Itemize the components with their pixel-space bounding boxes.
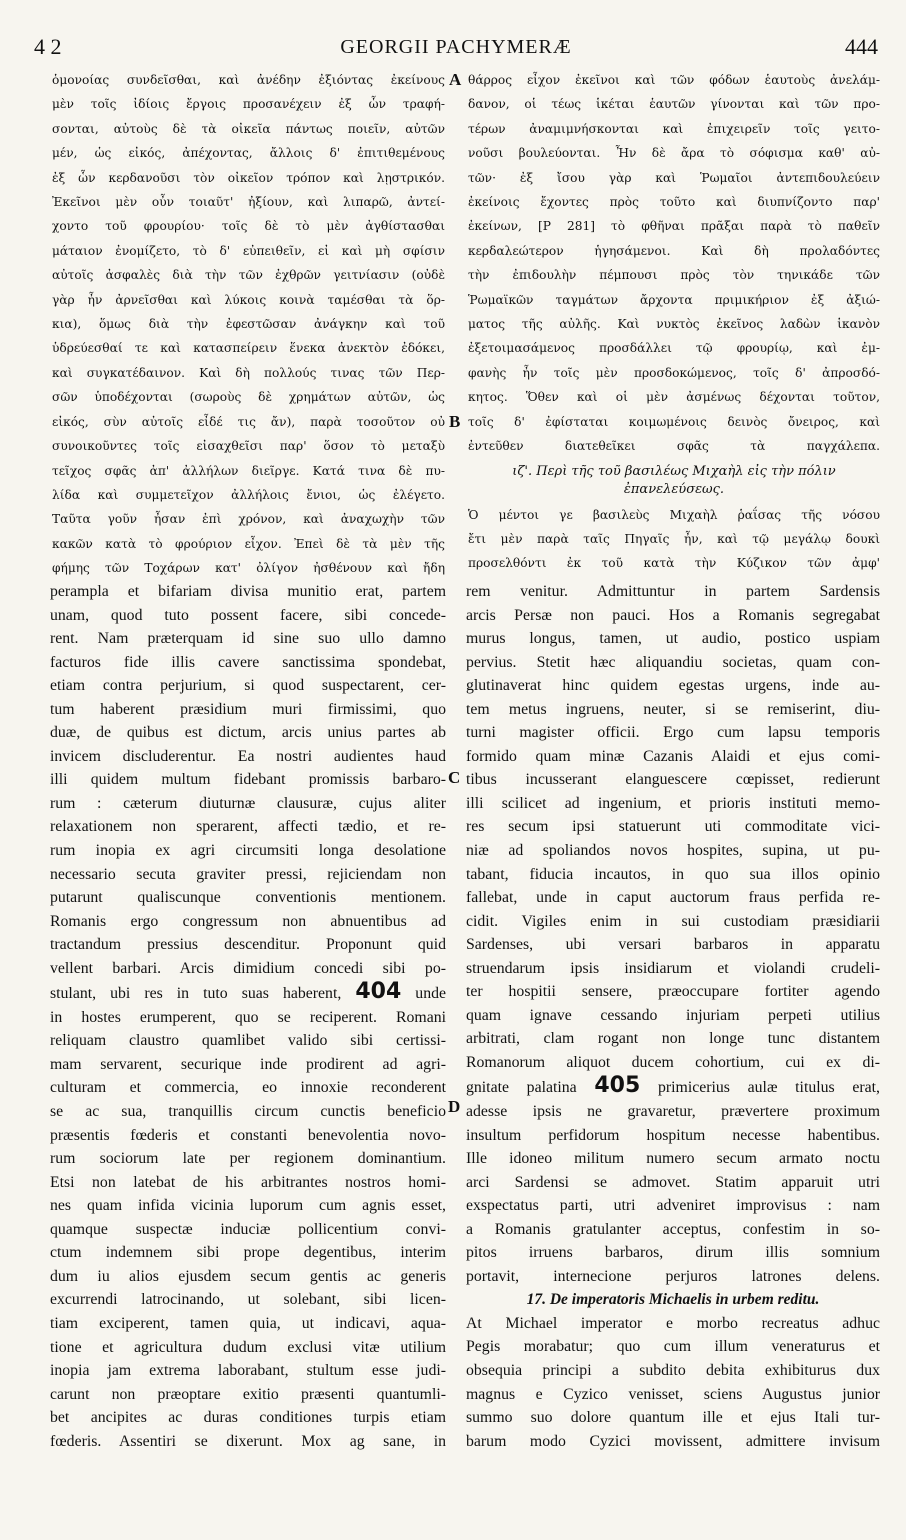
text-line: tiam exciperent, tamen quia, ut indicavi, aqua- bbox=[50, 1314, 446, 1332]
text-line: Ὁ μέντοι γε βασιλεὺς Μιχαὴλ ῥαΐσας τῆς νόσου bbox=[468, 507, 880, 522]
text-line: κερδαλεώτερον ἡγησάμενοι. Καὶ δὴ προλαδόντες bbox=[468, 243, 880, 258]
text-line: Pegis morabatur; quo cum illum veneraturus et bbox=[466, 1338, 880, 1356]
text-line: ter hospitii sensere, præoccupare fortiter agendo bbox=[466, 983, 880, 1001]
text-line: λίδα καὶ συμμετεῖχον ἀλλήλοις ἔνιοι, ὡς ἐλέγετο. bbox=[52, 487, 445, 502]
text-line: tem metus ingruens, neuter, si se remiserint, diu- bbox=[466, 700, 880, 718]
text-line: ἐκείνοις ἔχοντες πρὸς τοῦτο καὶ διυπνίζοντο παρ' bbox=[468, 195, 880, 210]
text-line: duæ, de quibus est dictum, arcis unius partes ab bbox=[50, 724, 446, 742]
page-marker: 405 bbox=[594, 1073, 641, 1099]
text-line: in hostes erumperent, quo se reciperent. Romani bbox=[50, 1008, 446, 1026]
text-line: reliquam claustro quamlibet valido sibi certissi- bbox=[50, 1032, 446, 1050]
text-line: μὲν τοῖς ἰδίοις ἔργοις προσανέχειν ἐξ ὧν τραφή- bbox=[52, 97, 445, 112]
text-line: φανὴς ἦν τοῖς μὲν προσδοκώμενος, τοῖς δ' ἀπροσδό- bbox=[468, 365, 880, 380]
text-line: κια), ὅμως διὰ τὴν ἐφεστῶσαν ἀνάγκην καὶ τοῦ bbox=[52, 317, 445, 332]
text-line: stulant, ubi res in tuto suas haberent, 404 unde bbox=[50, 979, 447, 1005]
text-line: etiam contra perjurium, si quod suspectarent, cer- bbox=[50, 677, 446, 695]
text-line: unam, quod tuto possent facere, sibi concede- bbox=[50, 606, 446, 624]
text-line: illi scilicet ad ingenium, et prioris instituti memo- bbox=[466, 794, 880, 812]
text-line: rem venitur. Admittuntur in partem Sardensis bbox=[466, 583, 880, 600]
text-line: dum iu alios ejusdem secum gentis ac generis bbox=[50, 1267, 446, 1285]
page-marker: 404 bbox=[355, 979, 402, 1005]
text-line: formido quam minæ Cazanis Alaidi et ejus comi- bbox=[466, 747, 880, 765]
text-line: τῶν· ἐξ ἴσου γὰρ καὶ Ῥωμαῖοι ἀντεπιδουλεύειν bbox=[468, 170, 880, 185]
margin-letter-d: D bbox=[448, 1097, 461, 1116]
text-line: συνοικοῦντες τοῖς εἰσαχθεῖσι παρ' ὅσον τὸ μεταξὺ bbox=[52, 439, 445, 454]
text-line: tum haberent præsidium muri firmissimi, quo bbox=[50, 700, 446, 718]
text-line: fallebat, unde in caput auctorum fraus perfida re- bbox=[466, 889, 880, 907]
text-line: γὰρ ἦν ἀρνεῖσθαι καὶ λύκοις κοινὰ ταμέσθαι τὰ ὅρ- bbox=[52, 292, 445, 307]
text-line: δανον, οἱ τέως ἱκέται ἑαυτῶν γίνονται καὶ τῶν προ- bbox=[468, 97, 880, 112]
text-line: se ac sua, tranquillis circum cunctis beneficio bbox=[50, 1103, 446, 1121]
text-line: σῶν ὑποδέχονται (σωροὺς δὲ χρημάτων αὐτῶν, ὡς bbox=[52, 390, 445, 405]
text-line: barum modo Cyzici movissent, admittere invisum bbox=[466, 1432, 880, 1450]
greek-right-text-b bbox=[468, 503, 880, 576]
text-line: σονται, αὐτοὺς δὲ τὰ οἰκεῖα πάντως ποιεῖν, αὐτῶν bbox=[52, 121, 445, 136]
margin-letter-a: A bbox=[449, 70, 462, 89]
text-line: adesse ipsis ne gravaretur, prævertere proximum bbox=[466, 1103, 880, 1121]
text-line: τεῖχος σφᾶς ἀπ' ἀλλήλων διεῖργε. Κατά τινα δὲ πυ- bbox=[52, 463, 445, 478]
text-line: niæ ad spoliandos novos hospites, supina, ut pu- bbox=[466, 842, 880, 860]
text-line: μάταιον ἐνομίζετο, τὸ δ' εὐπειθεῖν, εἰ καὶ μὴ σφίσιν bbox=[52, 243, 445, 258]
text-line: perampla et bifariam divisa munitio erat, partem bbox=[50, 583, 446, 600]
latin-right-text-a bbox=[466, 580, 880, 1288]
text-line: relaxationem non sperarent, affecti tædio, et re- bbox=[50, 818, 446, 836]
text-line: arbitrati, clam rogant non longe tunc distantem bbox=[466, 1030, 880, 1048]
text-line: glutinaverat hinc quidem egestas urgens, inde au- bbox=[466, 677, 880, 695]
text-line: προσελθόντι ἐκ τοῦ κατὰ τὴν Κύζικον τῶν ἀμφ' bbox=[468, 556, 880, 571]
text-line: quam ignave cessando injuriam perpeti utilius bbox=[466, 1006, 880, 1024]
text-line: rent. Nam præterquam id sine suo ullo damno bbox=[50, 630, 446, 648]
text-line: carunt non præoptare exitio præsenti quantumli- bbox=[50, 1385, 446, 1403]
latin-right-text-b bbox=[466, 1312, 880, 1453]
margin-letter-b: B bbox=[449, 412, 461, 431]
text-line: Romanis ergo congressum non abnuentibus ad bbox=[50, 912, 446, 930]
text-line: illi quidem multum fidebant promissis barbaro- bbox=[50, 771, 446, 789]
text-line: rum : cæterum diuturnæ clausuræ, cujus aliter bbox=[50, 794, 446, 812]
greek-section-heading: ιζ'. Περὶ τῆς τοῦ βασιλέως Μιχαὴλ εἰς τὴν πόλιν ἐπανελεύσεως. bbox=[512, 463, 836, 497]
text-line: ἐξετοιμασάμενος προσδάλλει τῷ φρουρίῳ, καὶ ἐμ- bbox=[468, 341, 880, 356]
text-line: μέν, ὡς εἰκός, ἀπέχοντας, ἄλλοις δ' ἐπιτιθεμένους bbox=[52, 146, 445, 161]
text-line: invicem discluderentur. Ea nostri audientes haud bbox=[50, 747, 446, 765]
text-line: rum inopia ex agri circumsiti longa desolatione bbox=[50, 842, 446, 860]
text-line: a Romanis gratulanter acceptus, confestim in so- bbox=[466, 1220, 880, 1238]
text-line: Etsi non latebat de his arbitrantes nostros homi- bbox=[50, 1173, 446, 1191]
text-line: εἰκός, σὺν αὐτοῖς εἶδέ τις ἄν), παρὰ τοσοῦτον οὐ bbox=[52, 414, 445, 429]
text-line: turni magister officii. Ergo cum lapsu temporis bbox=[466, 724, 880, 742]
text-line: Ille idoneo militum numero secum armato noctu bbox=[466, 1150, 880, 1168]
greek-column-right bbox=[468, 68, 880, 571]
text-line: culturam et commercia, eo innoxie reconderent bbox=[50, 1079, 446, 1097]
text-line: τὴν ἐπιδουλὴν πέμπουσι πρὸς τὸν τηνικάδε τῶν bbox=[468, 268, 880, 283]
text-line: obsequia principi a subdito debita exhibiturus dux bbox=[466, 1362, 880, 1379]
text-line: χοντο τοῦ φρουρίου· τοῖς δὲ τὸ μὲν ἀγθίστασθαι bbox=[52, 219, 445, 234]
text-line: pitos irruens barbaros, dirum illis somnium bbox=[466, 1244, 880, 1262]
text-line: Romanorum aliquot ducem cohortium, cui ex di- bbox=[466, 1053, 880, 1071]
text-line: Ἐκεῖνοι μὲν οὖν τοιαῦτ' ἠξίουν, καὶ λιπαρῶ, ἀντεί- bbox=[52, 195, 445, 210]
text-line: τοῖς δ' ἐφίσταται κοιμωμένοις δεινὸς ὄνειρος, καὶ bbox=[468, 414, 880, 429]
latin-column-left bbox=[50, 580, 446, 1530]
text-line: ἐντεῦθεν διατεθεῖκει σφᾶς τὰ παγχάλεπα. bbox=[468, 439, 880, 454]
text-line: quamque suspectæ induciæ pollicentium convi- bbox=[50, 1220, 446, 1238]
text-line: inopia jam extrema laborabant, stultum esse judi- bbox=[50, 1362, 446, 1380]
text-line: exspectatus parti, utri adveniret improvisus : nam bbox=[466, 1197, 880, 1215]
text-line: tabant, fiducia incautos, in quo sua illos opinio bbox=[466, 865, 880, 883]
margin-letter-c: C bbox=[448, 768, 461, 787]
text-line: tione et agricultura dudum exclusi vitæ utilium bbox=[50, 1338, 446, 1356]
text-line: portavit, internecione perjuros latrones delens. bbox=[466, 1267, 880, 1285]
text-line: Ῥωμαϊκῶν ταγμάτων ἄρχοντα πριμικήριον ἐξ ἀξιώ- bbox=[468, 292, 880, 307]
text-line: struendarum ipsis insidiarum et violandi crudeli- bbox=[466, 959, 880, 977]
text-line: tractandum pressius descenditur. Proponunt quid bbox=[50, 936, 446, 954]
text-line: ctum indemnem sibi prope degentibus, interim bbox=[50, 1244, 446, 1262]
text-line: præsentis fœderis et constanti benevolentia novo- bbox=[50, 1126, 446, 1144]
text-line: νοῦσι βουλεύονται. Ἦν δὲ ἄρα τὸ σόφισμα καθ' αὐ- bbox=[468, 146, 880, 161]
page-number-right: 444 bbox=[845, 34, 878, 59]
text-line: κακῶν κατὰ τὸ φρούριον εἶχον. Ἐπεὶ δὲ τὰ μὲν τῆς bbox=[52, 536, 445, 551]
text-line: ἐκείνων, [P 281] τὸ φθῆναι πρᾶξαι παρὰ τὸ παθεῖν bbox=[468, 219, 880, 234]
text-line: cidit. Vigiles enim in sui custodiam præsidiarii bbox=[466, 912, 880, 930]
text-line: excurrendi latrocinando, ut solebant, sibi licen- bbox=[50, 1291, 446, 1309]
text-line: murus longus, tamen, ut audio, postico uspiam bbox=[466, 630, 880, 648]
latin-section-heading: 17. De imperatoris Michaelis in urbem reditu. bbox=[526, 1291, 820, 1309]
text-line: καὶ συγκατέδαινον. Καὶ δὴ πολλούς τινας τῶν Περ- bbox=[52, 365, 445, 380]
text-line: ἔτι μὲν παρὰ ταῖς Πηγαῖς ἦν, καὶ τῷ μεγάλῳ δουκὶ bbox=[468, 531, 880, 546]
text-line: magnus e Cyzico venisset, sciens Augustus junior bbox=[466, 1385, 880, 1403]
text-line: putarunt qualiscunque conventionis mentionem. bbox=[50, 889, 446, 907]
text-line: ὁμονοίας συνδεῖσθαι, καὶ ἀνέδην ἐξιόντας ἐκείνους bbox=[52, 73, 445, 87]
text-line: arcis Persæ non pauci. Hos a Romanis segregabat bbox=[466, 606, 880, 624]
text-line: Ταῦτα γοῦν ἦσαν ἐπὶ χρόνον, καὶ ἀναχωχὴν τῶν bbox=[52, 512, 445, 527]
text-line: φήμης τῶν Τοχάρων κατ' ὀλίγον ἠσθένουν καὶ ἤδη bbox=[52, 561, 445, 576]
text-line: arci Sardensi se admovet. Statim apparuit utri bbox=[466, 1173, 880, 1191]
text-line: summo suo dolore quantum ille et ejus Itali tur- bbox=[466, 1409, 880, 1427]
text-line: ματος τῆς αὐλῆς. Καὶ νυκτὸς ἐκεῖνος λαδὼν ἱκανὸν bbox=[468, 317, 880, 332]
text-line: τέρων ἀναμιμνήσκονται καὶ ἐπιχειρεῖν τοῖς γειτο- bbox=[468, 121, 880, 136]
text-line: gnitate palatina 405 primicerius aulæ titulus erat, bbox=[466, 1073, 880, 1099]
text-line: fœderis. Assentiri se dixerunt. Mox ag sane, in bbox=[50, 1432, 446, 1450]
text-line: vellent barbari. Arcis dimidium concedi sibi po- bbox=[50, 959, 446, 977]
text-line: κητος. Ὅθεν καὶ οἱ μὲν ἀσμένως δέχονται τοῦτον, bbox=[468, 390, 880, 405]
text-line: res secum ipsi statuerunt uti commoditate vici- bbox=[466, 818, 880, 836]
text-line: αὐτοῖς ἀσφαλὲς διὰ τὴν τῶν ἐχθρῶν γειτνίασιν (οὐδὲ bbox=[52, 268, 445, 283]
text-line: insultum perfidorum hospitum necesse habentibus. bbox=[466, 1126, 880, 1144]
text-line: rum sociorum late per regionem dominantium. bbox=[50, 1150, 446, 1168]
text-line: At Michael imperator e morbo recreatus adhuc bbox=[466, 1314, 880, 1332]
page-header bbox=[34, 34, 878, 62]
text-line: Sardenses, ubi versari barbaros in apparatu bbox=[466, 936, 880, 954]
text-line: ἐξ ὧν κερδανοῦσι τὸν οἰκεῖον τρόπον καὶ λῃστρικόν. bbox=[52, 170, 445, 185]
text-line: mam servarent, securique inde prodirent ad agri- bbox=[50, 1055, 446, 1073]
running-title: GEORGII PACHYMERÆ bbox=[340, 36, 572, 58]
greek-column-left bbox=[52, 68, 445, 576]
text-line: θάρρος εἶχον ἐκεῖνοι καὶ τῶν φόδων ἑαυτοὺς ἀνελάμ- bbox=[468, 73, 880, 87]
text-line: ὑδρεύεσθαί τε καὶ κατασπείρειν ἕνεκα ἀνεκτὸν ἐδόκει, bbox=[52, 341, 445, 356]
text-line: facturos fide illis cavere sanctissima spondebat, bbox=[50, 653, 446, 671]
text-line: tibus incusserant elanguescere cœpisset, redierunt bbox=[466, 771, 880, 789]
text-line: nes quam infida vicinia luporum cum agnis esset, bbox=[50, 1197, 446, 1215]
latin-column-right bbox=[466, 580, 880, 1530]
text-line: necessario secuta graviter pressi, rejiciendam non bbox=[50, 865, 446, 883]
text-line: pervius. Stetit hæc aliquandiu societas, quam con- bbox=[466, 653, 880, 671]
text-line: bet ancipites ac duras conditiones turpis etiam bbox=[50, 1409, 446, 1427]
page-number-left: 4 2 bbox=[34, 34, 62, 59]
greek-right-text-a bbox=[468, 68, 880, 459]
